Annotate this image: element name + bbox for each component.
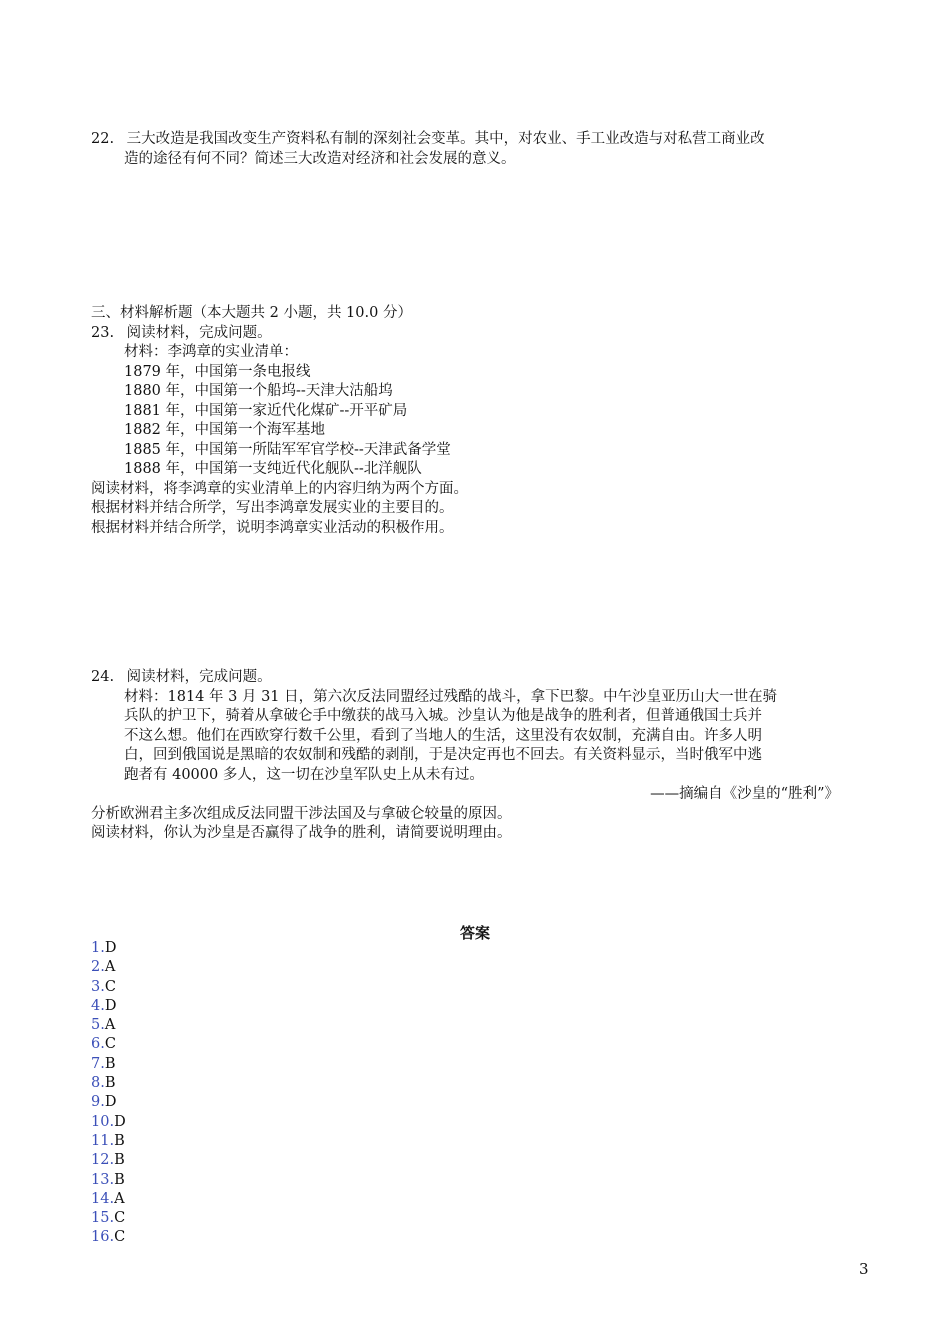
material-line: 材料：1814 年 3 月 31 日，第六次反法同盟经过残酷的战斗，拿下巴黎。中午沙皇亚历山大一世在骑 (124, 688, 778, 705)
answer-number-link[interactable]: 10. (91, 1113, 115, 1130)
answer-number-link[interactable]: 11. (91, 1132, 115, 1149)
question-number: 22. (91, 131, 115, 147)
answer-value: B (104, 1075, 116, 1092)
page-number: 3 (859, 1260, 869, 1278)
answer-value: A (104, 1017, 116, 1034)
list-item (91, 1132, 871, 1151)
answer-value: D (104, 940, 117, 956)
question-prompt: 阅读材料，完成问题。 (126, 324, 272, 341)
answers-title: 答案 (459, 924, 490, 942)
answer-number-link[interactable]: 1. (91, 940, 105, 956)
answer-number-link[interactable]: 9. (91, 1094, 105, 1111)
material-line: 兵队的护卫下，骑着从拿破仑手中缴获的战马入城。沙皇认为他是战争的胜利者，但普通俄国士兵并 (124, 708, 762, 724)
material-title: 材料：李鸿章的实业清单： (124, 344, 298, 360)
answer-number-link[interactable]: 13. (91, 1171, 115, 1188)
answer-number-link[interactable]: 3. (91, 978, 105, 995)
answers-list (91, 939, 871, 1248)
list-item (91, 958, 871, 977)
list-item (91, 1055, 871, 1074)
answer-value: C (104, 978, 116, 995)
list-item (91, 1228, 871, 1247)
answer-number-link[interactable]: 5. (91, 1017, 105, 1034)
question-23 (91, 324, 871, 539)
list-item (91, 1209, 871, 1228)
sub-question: 根据材料并结合所学，写出李鸿章发展实业的主要目的。 (91, 500, 454, 516)
answer-number-link[interactable]: 15. (91, 1210, 115, 1227)
sub-question: 分析欧洲君主多次组成反法同盟干涉法国及与拿破仑较量的原因。 (91, 805, 512, 822)
list-item (91, 1074, 871, 1093)
material-line: 不这么想。他们在西欧穿行数千公里，看到了当地人的生活，这里没有农奴制，充满自由。许多人明 (124, 727, 762, 744)
list-item (91, 1190, 871, 1209)
answer-value: C (114, 1210, 126, 1227)
list-item (91, 1093, 871, 1112)
answer-number-link[interactable]: 12. (91, 1152, 115, 1169)
section-heading: 三、材料解析题（本大题共 2 小题，共 10.0 分） (91, 305, 412, 321)
sub-question: 阅读材料，你认为沙皇是否赢得了战争的胜利，请简要说明理由。 (91, 825, 512, 841)
material-item: 1885 年，中国第一所陆军军官学校--天津武备学堂 (124, 441, 451, 458)
sub-question: 根据材料并结合所学，说明李鸿章实业活动的积极作用。 (91, 519, 454, 536)
answer-number-link[interactable]: 2. (91, 959, 105, 976)
answer-value: A (114, 1190, 125, 1207)
question-24 (91, 668, 871, 844)
answer-number-link[interactable]: 7. (91, 1055, 105, 1072)
question-text-line: 造的途径有何不同？简述三大改造对经济和社会发展的意义。 (124, 150, 516, 167)
question-number: 23. (91, 324, 115, 341)
answer-value: C (114, 1229, 126, 1246)
material-item: 1888 年，中国第一支纯近代化舰队--北洋舰队 (124, 461, 422, 477)
answer-value: D (104, 997, 117, 1014)
list-item (91, 1113, 871, 1132)
question-number: 24. (91, 669, 115, 685)
answer-value: B (114, 1132, 125, 1149)
material-item: 1882 年，中国第一个海军基地 (124, 422, 326, 438)
material-line: 白，回到俄国说是黑暗的农奴制和残酷的剥削，于是决定再也不回去。有关资料显示，当时俄军中逃 (124, 747, 762, 763)
material-item: 1881 年，中国第一家近代化煤矿--开平矿局 (124, 402, 408, 419)
answer-number-link[interactable]: 14. (91, 1190, 115, 1207)
material-item: 1880 年，中国第一个船坞--天津大沽船坞 (124, 383, 393, 399)
list-item (91, 939, 871, 958)
answer-value: B (114, 1171, 125, 1188)
material-line: 跑者有 40000 多人，这一切在沙皇军队史上从未有过。 (124, 766, 484, 783)
answer-number-link[interactable]: 6. (91, 1036, 105, 1053)
list-item (91, 997, 871, 1016)
answer-value: A (104, 959, 116, 976)
answer-value: B (114, 1152, 125, 1169)
list-item (91, 978, 871, 997)
answer-value: C (104, 1036, 116, 1053)
sub-question: 阅读材料，将李鸿章的实业清单上的内容归纳为两个方面。 (91, 480, 468, 497)
question-text-line: 三大改造是我国改变生产资料私有制的深刻社会变革。其中，对农业、手工业改造与对私营工商业改 (126, 131, 765, 147)
material-source: ——摘编自《沙皇的“胜利”》 (650, 786, 839, 802)
material-item: 1879 年，中国第一条电报线 (124, 363, 311, 380)
answer-number-link[interactable]: 16. (91, 1229, 115, 1246)
answer-value: D (114, 1113, 126, 1130)
answer-value: D (104, 1094, 117, 1111)
list-item (91, 1016, 871, 1035)
answer-number-link[interactable]: 4. (91, 997, 105, 1014)
question-prompt: 阅读材料，完成问题。 (126, 669, 272, 685)
list-item (91, 1171, 871, 1190)
answer-number-link[interactable]: 8. (91, 1075, 105, 1092)
question-22 (91, 130, 871, 169)
list-item (91, 1035, 871, 1054)
list-item (91, 1151, 871, 1170)
answer-value: B (104, 1055, 116, 1072)
